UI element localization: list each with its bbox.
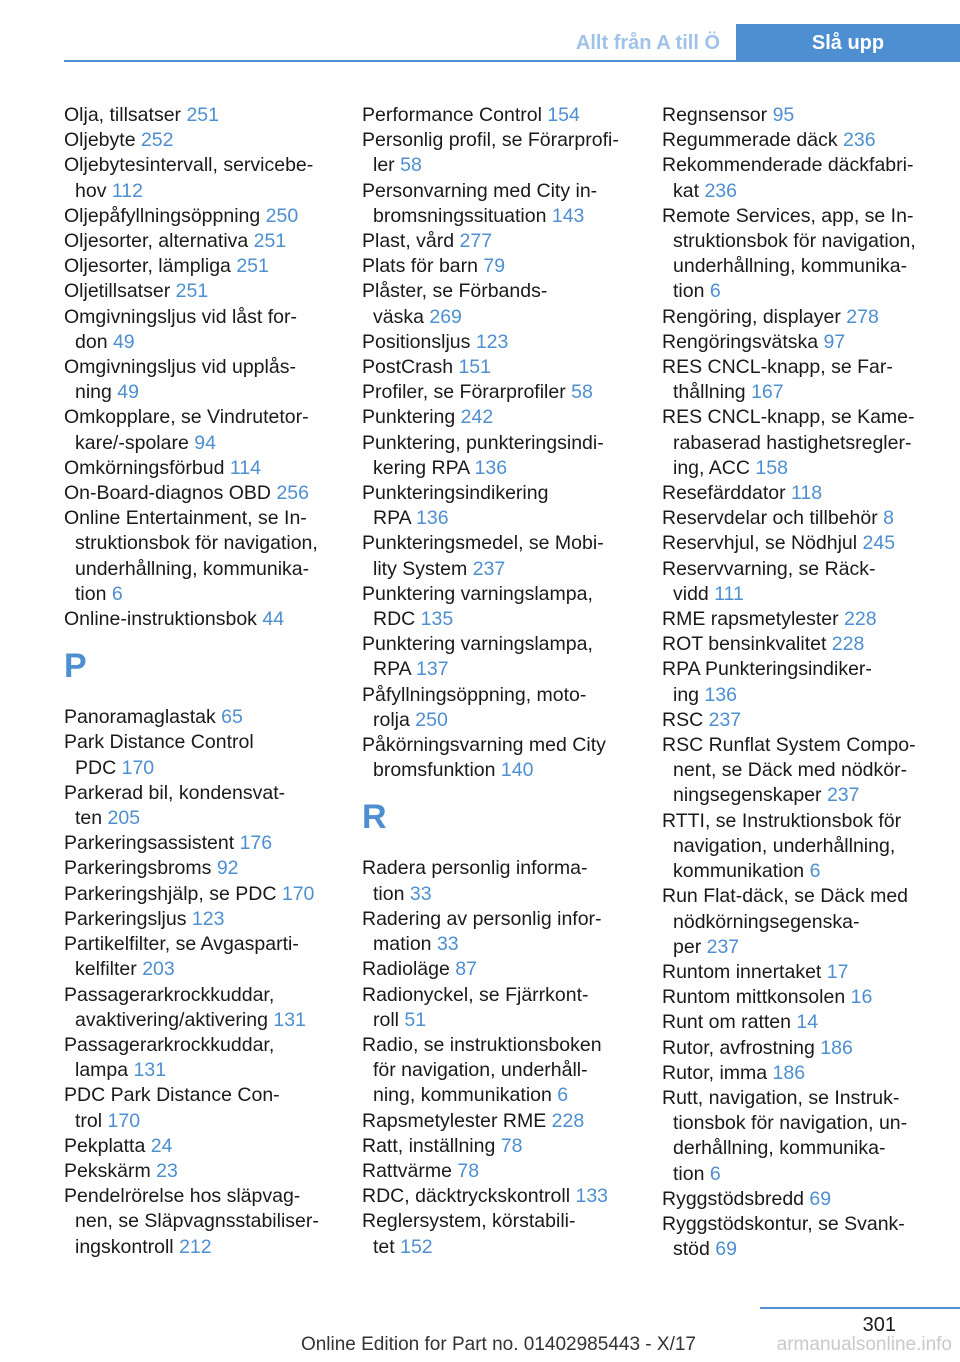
index-entry bbox=[662, 809, 952, 885]
index-entry-text: RSC Runflat System Compo- nent, se Däck med nödkör- ningsegenskaper bbox=[662, 734, 916, 807]
index-page-link[interactable]: 97 bbox=[823, 330, 846, 353]
index-page-link[interactable]: 135 bbox=[420, 608, 454, 631]
index-entry bbox=[64, 856, 340, 881]
index-entry bbox=[362, 1109, 638, 1134]
index-entry bbox=[362, 179, 638, 229]
index-entry-text: Pekplatta bbox=[64, 1134, 151, 1157]
index-page-link[interactable]: 114 bbox=[229, 456, 261, 479]
index-page-link[interactable]: 111 bbox=[714, 582, 744, 605]
index-page-link[interactable]: 203 bbox=[142, 958, 175, 981]
index-entry-text: Performance Control bbox=[362, 104, 548, 126]
index-page-link[interactable]: 269 bbox=[429, 305, 462, 328]
index-page-link[interactable]: 123 bbox=[475, 330, 509, 353]
index-entry-text: Reservhjul, se Nödhjul bbox=[662, 532, 863, 555]
index-page-link[interactable]: 23 bbox=[156, 1159, 178, 1182]
index-entry bbox=[64, 1033, 340, 1083]
index-entry bbox=[64, 355, 340, 405]
index-entry bbox=[662, 1187, 952, 1212]
page-header bbox=[64, 24, 960, 62]
index-entry-text: Omkopplare, se Vindrutetor- kare/-spolare bbox=[64, 406, 309, 454]
index-entry bbox=[362, 279, 638, 329]
index-page-link[interactable]: 131 bbox=[133, 1059, 167, 1082]
edition-footer: Online Edition for Part no. 01402985443 - X/17 bbox=[300, 1334, 696, 1355]
index-entry-text: Radera personlig informa- tion bbox=[362, 857, 588, 905]
index-page-link[interactable]: 245 bbox=[862, 532, 896, 555]
index-entry bbox=[64, 456, 340, 481]
index-entry bbox=[662, 531, 952, 556]
index-page-link[interactable]: 277 bbox=[459, 230, 493, 253]
index-entry-text: Omgivningsljus vid upplås- ning bbox=[64, 356, 296, 404]
index-entry-text: Punkteringsindikering RPA bbox=[362, 482, 549, 530]
index-entry-text: Rekommenderade däckfabri- kat bbox=[662, 154, 914, 202]
index-page-link[interactable]: 136 bbox=[474, 456, 508, 479]
index-entry bbox=[362, 531, 638, 581]
index-entry-text: Passagerarkrockkuddar, avaktivering/aktivering bbox=[64, 983, 275, 1031]
index-page-link[interactable]: 123 bbox=[191, 907, 225, 930]
index-entry bbox=[362, 431, 638, 481]
index-entry-text: RME rapsmetylester bbox=[662, 608, 845, 631]
index-entry-text: Personlig profil, se Förarprofi- ler bbox=[362, 129, 619, 177]
index-entry bbox=[662, 355, 952, 405]
index-page-link[interactable]: 278 bbox=[846, 305, 879, 328]
index-entry bbox=[662, 103, 952, 128]
index-page-link[interactable]: 251 bbox=[253, 230, 287, 253]
index-entry-text: Parkeringsbroms bbox=[64, 857, 217, 880]
index-entry bbox=[362, 355, 638, 380]
index-entry-text: PostCrash bbox=[362, 356, 459, 379]
index-page-link[interactable]: 256 bbox=[276, 482, 309, 505]
index-page-link[interactable]: 16 bbox=[850, 986, 873, 1009]
index-entry bbox=[64, 1184, 340, 1260]
index-entry bbox=[362, 481, 638, 531]
index-entry bbox=[362, 405, 638, 430]
index-entry bbox=[662, 305, 952, 330]
index-entry-text: Rapsmetylester RME bbox=[362, 1109, 552, 1132]
index-entry bbox=[64, 405, 340, 455]
index-page-link[interactable]: 136 bbox=[416, 507, 449, 530]
index-page-link[interactable]: 170 bbox=[107, 1109, 141, 1132]
index-entry bbox=[362, 957, 638, 982]
index-page-link[interactable]: 69 bbox=[809, 1187, 832, 1210]
index-entry-text: Ratt, inställning bbox=[362, 1134, 501, 1157]
index-page-link[interactable]: 78 bbox=[500, 1134, 523, 1157]
index-page-link[interactable]: 8 bbox=[883, 507, 894, 530]
index-entry-text: Resefärddator bbox=[662, 482, 791, 505]
index-entry bbox=[64, 1159, 340, 1184]
index-entry-text: Partikelfilter, se Avgasparti- kelfilter bbox=[64, 933, 299, 981]
index-entry-text: On-Board-diagnos OBD bbox=[64, 482, 277, 505]
index-entry bbox=[64, 781, 340, 831]
index-entry-text: Radionyckel, se Fjärrkont- roll bbox=[362, 983, 589, 1031]
index-entry-text: Påkörningsvarning med City bromsfunktion bbox=[362, 734, 606, 782]
index-entry bbox=[362, 632, 638, 682]
index-page-link[interactable]: 58 bbox=[571, 381, 593, 404]
index-entry bbox=[662, 733, 952, 809]
index-page-link[interactable]: 251 bbox=[186, 104, 219, 126]
index-entry bbox=[662, 708, 952, 733]
index-page-link[interactable]: 137 bbox=[416, 658, 449, 681]
index-entry bbox=[64, 932, 340, 982]
index-page-link[interactable]: 69 bbox=[715, 1238, 737, 1261]
index-entry-text: Rutor, avfrostning bbox=[662, 1036, 821, 1059]
index-page-link[interactable]: 186 bbox=[772, 1061, 806, 1084]
index-page-link[interactable]: 212 bbox=[179, 1235, 212, 1258]
index-entry-text: Regnsensor bbox=[662, 104, 773, 126]
index-entry bbox=[662, 1036, 952, 1061]
header-section-label[interactable]: Allt från A till Ö bbox=[575, 32, 720, 54]
index-entry-text: Plåster, se Förbands- väska bbox=[362, 280, 548, 328]
index-page-link[interactable]: 58 bbox=[400, 154, 422, 177]
index-letter-heading: R bbox=[362, 798, 387, 837]
index-page-link[interactable]: 6 bbox=[709, 280, 721, 303]
index-entry bbox=[64, 730, 340, 780]
index-page-link[interactable]: 252 bbox=[140, 129, 174, 152]
index-entry-text: Parkeringsassistent bbox=[64, 832, 240, 855]
index-entry-text: Runtom mittkonsolen bbox=[662, 986, 851, 1009]
index-entry bbox=[362, 907, 638, 957]
index-page-link[interactable]: 112 bbox=[111, 179, 143, 202]
index-entry-text: Runtom innertaket bbox=[662, 960, 827, 983]
index-entry-text: Punktering varningslampa, RPA bbox=[362, 633, 593, 681]
index-entry bbox=[662, 481, 952, 506]
index-page-link[interactable]: 87 bbox=[455, 958, 477, 981]
index-entry bbox=[662, 1086, 952, 1187]
index-entry bbox=[64, 705, 340, 730]
index-entry-text: Regummerade däck bbox=[662, 129, 844, 152]
index-page-link[interactable]: 154 bbox=[547, 104, 580, 126]
index-entry-text: Oljesorter, lämpliga bbox=[64, 255, 237, 278]
index-page-link[interactable]: 6 bbox=[557, 1084, 569, 1107]
index-entry-text: Oljepåfyllningsöppning bbox=[64, 204, 266, 227]
index-entry-text: Passagerarkrockkuddar, lampa bbox=[64, 1033, 275, 1082]
index-page-link[interactable]: 136 bbox=[704, 683, 737, 706]
index-entry bbox=[64, 254, 340, 279]
index-entry bbox=[662, 204, 952, 305]
index-entry bbox=[662, 960, 952, 985]
index-page-link[interactable]: 237 bbox=[826, 784, 860, 807]
index-page-link[interactable]: 186 bbox=[820, 1036, 853, 1059]
index-page-link[interactable]: 65 bbox=[221, 706, 243, 729]
index-entry bbox=[662, 1061, 952, 1086]
index-entry bbox=[362, 1134, 638, 1159]
index-entry bbox=[362, 128, 638, 178]
header-active-tab[interactable]: Slå upp bbox=[736, 24, 960, 62]
index-entry bbox=[362, 254, 638, 279]
index-entry bbox=[64, 607, 340, 632]
index-entry-text: Parkeringsljus bbox=[64, 907, 192, 930]
footer-rule bbox=[760, 1307, 960, 1309]
index-entry bbox=[662, 1010, 952, 1035]
index-entry-text: Punktering, punkteringsindi- kering RPA bbox=[362, 431, 604, 479]
index-entry bbox=[362, 856, 638, 906]
index-entry bbox=[64, 481, 340, 506]
index-column-3 bbox=[662, 103, 952, 1262]
index-entry-text: Punkteringsmedel, se Mobi- lity System bbox=[362, 532, 604, 580]
index-page-link[interactable]: 49 bbox=[112, 330, 135, 353]
index-page-link[interactable]: 6 bbox=[709, 1162, 721, 1185]
index-page-link[interactable]: 228 bbox=[844, 608, 877, 631]
index-entry bbox=[64, 279, 340, 304]
index-entry-text: Plast, vård bbox=[362, 230, 460, 253]
index-entry bbox=[362, 1159, 638, 1184]
index-page-link[interactable]: 236 bbox=[843, 129, 876, 152]
index-entry bbox=[362, 1209, 638, 1259]
index-page-link[interactable]: 228 bbox=[551, 1109, 585, 1132]
index-entry-text: Omkörningsförbud bbox=[64, 456, 230, 479]
index-entry-text: Ryggstödskontur, se Svank- stöd bbox=[662, 1212, 905, 1261]
index-page-link[interactable]: 228 bbox=[831, 633, 865, 656]
index-entry-text: PDC Park Distance Con- trol bbox=[64, 1084, 280, 1132]
index-entry-text: Runt om ratten bbox=[662, 1011, 797, 1034]
index-entry-text: Punktering varningslampa, RDC bbox=[362, 582, 593, 631]
index-entry-text: RSC bbox=[662, 708, 709, 731]
index-entry-text: Oljesorter, alternativa bbox=[64, 230, 254, 253]
index-page-link[interactable]: 79 bbox=[483, 255, 506, 278]
index-entry-text: Ryggstödsbredd bbox=[662, 1187, 810, 1210]
index-page-link[interactable]: 92 bbox=[216, 857, 239, 880]
index-page-link[interactable]: 151 bbox=[458, 356, 491, 379]
index-entry-text: Online-instruktionsbok bbox=[64, 608, 263, 631]
index-page-link[interactable]: 78 bbox=[457, 1159, 480, 1182]
index-entry bbox=[662, 1212, 952, 1262]
index-page-link[interactable]: 176 bbox=[239, 832, 273, 855]
index-entry-text: RDC, däcktryckskontroll bbox=[362, 1185, 576, 1208]
index-page-link[interactable]: 250 bbox=[415, 708, 448, 731]
index-entry-text: Omgivningsljus vid låst for- don bbox=[64, 305, 297, 353]
index-entry-text: Reservvarning, se Räck- vidd bbox=[662, 557, 876, 605]
index-page-link[interactable]: 237 bbox=[706, 935, 740, 958]
index-column-2 bbox=[362, 103, 638, 1260]
index-page-link[interactable]: 131 bbox=[273, 1008, 306, 1031]
index-entry bbox=[662, 506, 952, 531]
index-entry-text: Parkeringshjälp, se PDC bbox=[64, 882, 282, 905]
index-entry bbox=[64, 128, 340, 153]
index-entry-text: Plats för barn bbox=[362, 255, 484, 278]
index-entry bbox=[662, 128, 952, 153]
index-entry-text: Rattvärme bbox=[362, 1159, 458, 1182]
index-entry bbox=[362, 1184, 638, 1209]
index-page-link[interactable]: 143 bbox=[551, 204, 585, 227]
page-number: 301 bbox=[862, 1314, 896, 1336]
index-page-link[interactable]: 140 bbox=[500, 759, 534, 782]
index-page-link[interactable]: 6 bbox=[809, 860, 821, 883]
index-entry bbox=[64, 103, 340, 128]
index-entry bbox=[362, 380, 638, 405]
index-page-link[interactable]: 17 bbox=[826, 960, 849, 983]
index-entry-text: RES CNCL-knapp, se Far- thållning bbox=[662, 356, 893, 404]
index-entry-text: Pekskärm bbox=[64, 1159, 157, 1182]
index-entry-text: Rutor, imma bbox=[662, 1061, 773, 1084]
index-entry-text: Panoramaglastak bbox=[64, 706, 222, 729]
index-page-link[interactable]: 33 bbox=[436, 933, 459, 956]
index-entry-text: Reservdelar och tillbehör bbox=[662, 507, 884, 530]
index-entry bbox=[362, 330, 638, 355]
index-page-link[interactable]: 152 bbox=[400, 1235, 433, 1258]
index-entry-text: Park Distance Control PDC bbox=[64, 731, 254, 779]
index-entry bbox=[662, 153, 952, 203]
index-entry bbox=[64, 907, 340, 932]
index-entry-text: Remote Services, app, se In- struktionsbok för navigation, underhållning, kommunika- tion bbox=[662, 204, 916, 303]
index-entry bbox=[362, 983, 638, 1033]
index-entry bbox=[662, 607, 952, 632]
index-entry-text: Radering av personlig infor- mation bbox=[362, 907, 602, 956]
index-entry-text: RPA Punkteringsindiker- ing bbox=[662, 658, 872, 706]
index-entry bbox=[64, 506, 340, 607]
index-page-link[interactable]: 133 bbox=[575, 1185, 609, 1208]
index-entry bbox=[64, 204, 340, 229]
index-entry bbox=[64, 305, 340, 355]
index-page-link[interactable]: 237 bbox=[708, 708, 742, 731]
index-entry bbox=[662, 985, 952, 1010]
index-entry bbox=[64, 831, 340, 856]
index-page-link[interactable]: 251 bbox=[236, 255, 269, 278]
index-entry bbox=[64, 1083, 340, 1133]
index-entry-text: Oljebyte bbox=[64, 129, 141, 152]
index-page-link[interactable]: 49 bbox=[117, 381, 139, 404]
index-entry bbox=[662, 405, 952, 481]
index-entry-text: ROT bensinkvalitet bbox=[662, 633, 832, 656]
index-entry bbox=[362, 229, 638, 254]
index-entry bbox=[662, 632, 952, 657]
index-page-link[interactable]: 95 bbox=[772, 104, 795, 126]
index-page-link[interactable]: 158 bbox=[755, 456, 788, 479]
index-entry-text: Radioläge bbox=[362, 958, 456, 981]
index-entry-text: Rengöringsvätska bbox=[662, 330, 824, 353]
index-entry-text: Parkerad bil, kondensvat- ten bbox=[64, 781, 286, 830]
index-page-link[interactable]: 250 bbox=[265, 204, 299, 227]
index-entry-text: Online Entertainment, se In- struktionsbok för navigation, underhållning, kommunika- tion bbox=[64, 507, 318, 605]
index-page-link[interactable]: 6 bbox=[111, 582, 123, 605]
index-entry-text: Profiler, se Förarprofiler bbox=[362, 381, 572, 404]
index-page-link[interactable]: 118 bbox=[791, 482, 823, 505]
index-entry bbox=[362, 683, 638, 733]
index-entry-text: Personvarning med City in- bromsningssituation bbox=[362, 179, 598, 227]
index-page-link[interactable]: 242 bbox=[460, 406, 494, 429]
index-entry-text: Positionsljus bbox=[362, 330, 476, 353]
index-page-link[interactable]: 170 bbox=[121, 756, 155, 779]
index-page-link[interactable]: 167 bbox=[751, 381, 784, 404]
index-entry bbox=[662, 884, 952, 960]
index-page-link[interactable]: 33 bbox=[409, 882, 432, 905]
index-page-link[interactable]: 251 bbox=[175, 280, 209, 303]
index-entry bbox=[64, 229, 340, 254]
index-page-link[interactable]: 237 bbox=[472, 557, 506, 580]
index-entry-text: Olja, tillsatser bbox=[64, 104, 187, 126]
index-entry-text: Punktering bbox=[362, 406, 461, 429]
index-page-link[interactable]: 24 bbox=[150, 1134, 173, 1157]
index-entry-text: Oljebytesintervall, servicebe- hov bbox=[64, 154, 314, 202]
index-entry-text: RTTI, se Instruktionsbok för navigation, underhållning, kommunikation bbox=[662, 809, 902, 883]
index-page-link[interactable]: 44 bbox=[262, 608, 285, 631]
index-entry-text: Reglersystem, körstabili- tet bbox=[362, 1210, 576, 1258]
index-page-link[interactable]: 94 bbox=[194, 431, 216, 454]
index-entry bbox=[662, 657, 952, 707]
index-entry-text: Run Flat-däck, se Däck med nödkörningsegenska- per bbox=[662, 885, 909, 958]
index-entry bbox=[362, 1033, 638, 1109]
index-page-link[interactable]: 236 bbox=[704, 179, 737, 202]
index-entry-text: Radio, se instruktionsboken för navigation, underhåll- ning, kommunikation bbox=[362, 1033, 602, 1107]
watermark: armanualsonline.info bbox=[776, 1334, 952, 1355]
index-page-link[interactable]: 205 bbox=[107, 807, 141, 830]
index-entry bbox=[362, 733, 638, 783]
index-page-link[interactable]: 14 bbox=[796, 1011, 819, 1034]
index-letter-heading: P bbox=[64, 647, 87, 686]
index-entry-text: Rutt, navigation, se Instruk- tionsbok för navigation, un- derhållning, kommunika- tion bbox=[662, 1086, 908, 1185]
index-entry-text: Oljetillsatser bbox=[64, 280, 176, 303]
index-column-1 bbox=[64, 103, 340, 1260]
index-entry-text: Rengöring, displayer bbox=[662, 305, 847, 328]
index-page-link[interactable]: 170 bbox=[281, 882, 315, 905]
index-entry bbox=[362, 103, 638, 128]
index-entry-text: RES CNCL-knapp, se Kame- rabaserad hastighetsregler- ing, ACC bbox=[662, 406, 915, 479]
index-entry bbox=[662, 330, 952, 355]
index-entry-text: Pendelrörelse hos släpvag- nen, se Släpvagnsstabiliser- ingskontroll bbox=[64, 1185, 319, 1258]
index-page-link[interactable]: 51 bbox=[404, 1008, 427, 1031]
index-entry bbox=[64, 983, 340, 1033]
index-entry bbox=[64, 1134, 340, 1159]
index-entry-text: Påfyllningsöppning, moto- rolja bbox=[362, 683, 587, 731]
index-entry bbox=[64, 882, 340, 907]
index-entry bbox=[64, 153, 340, 203]
index-entry bbox=[362, 582, 638, 632]
index-entry bbox=[662, 557, 952, 607]
